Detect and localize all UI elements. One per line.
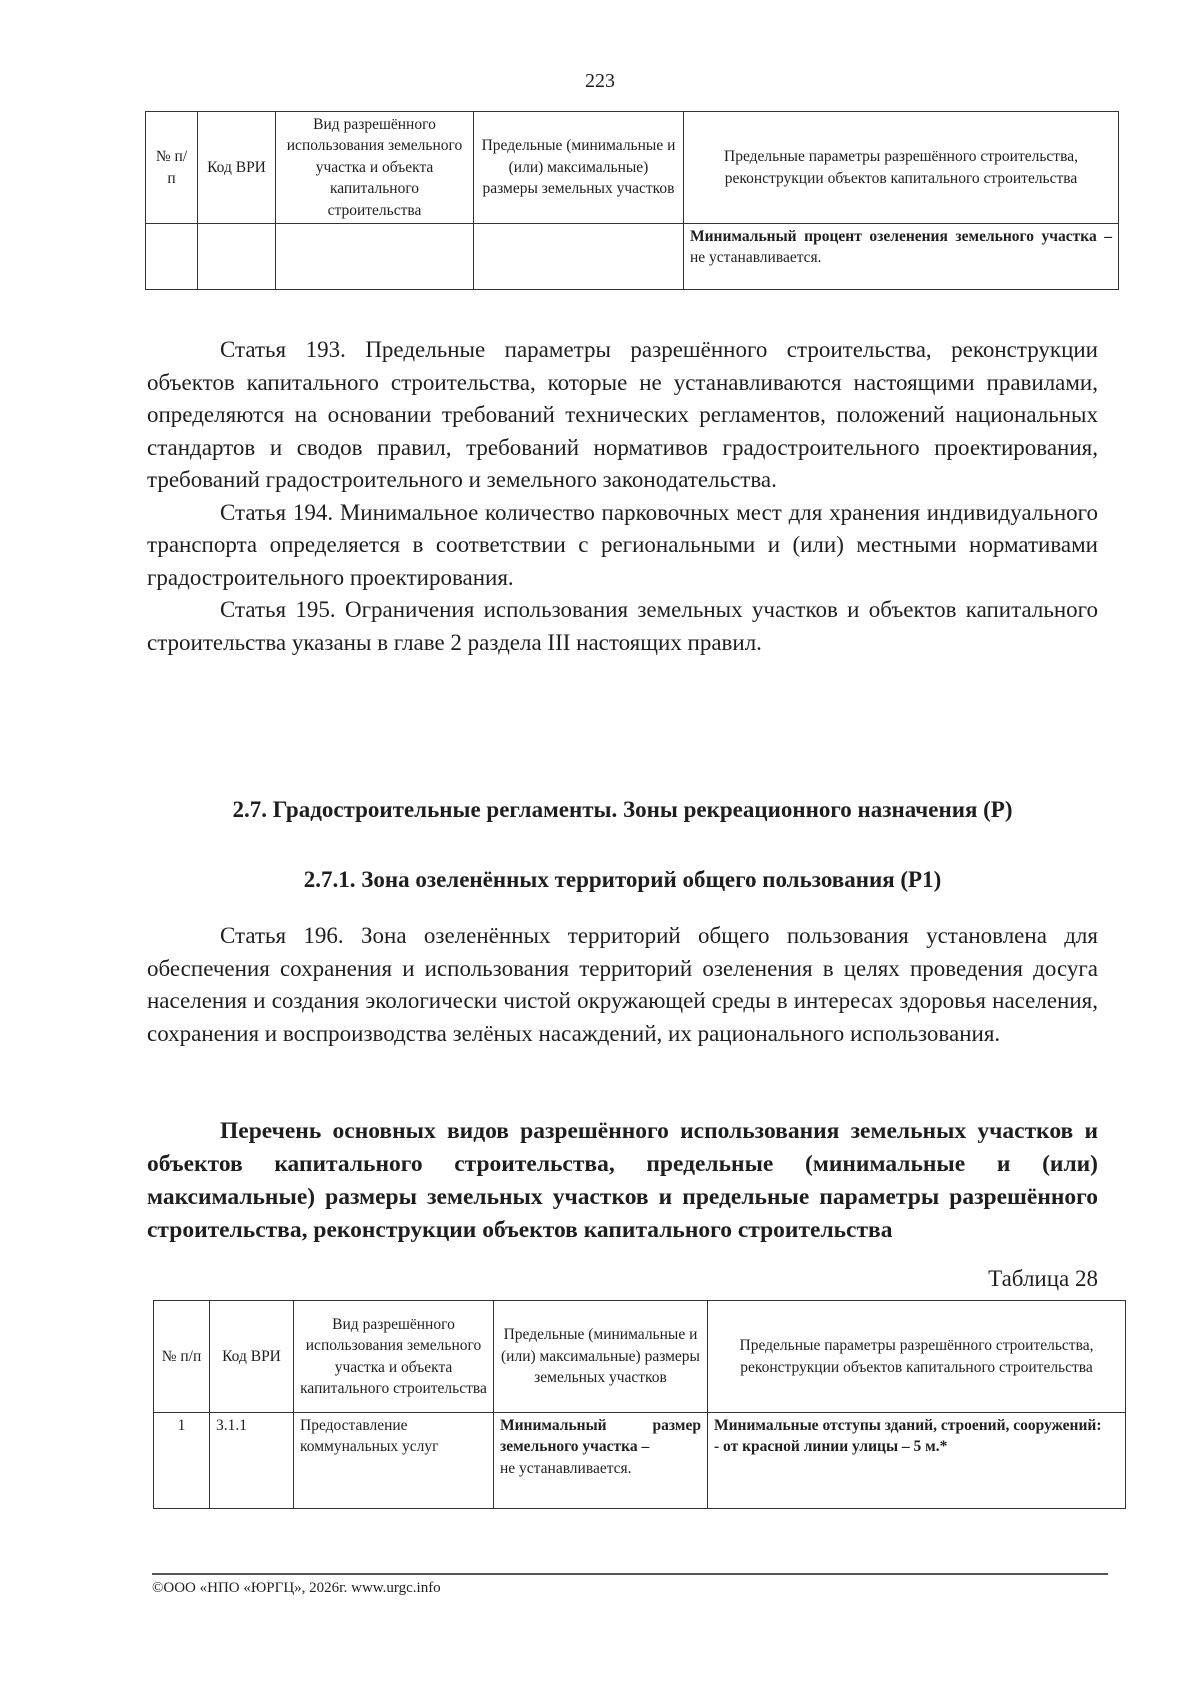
- params-text: Минимальный процент озеленения земельного участка –: [690, 228, 1112, 245]
- section-heading: [147, 795, 1098, 825]
- header-type: Вид разрешённого использования земельного участка и объекта капитального строительства: [276, 112, 474, 224]
- empty-cell: [276, 224, 474, 290]
- empty-cell: [146, 224, 198, 290]
- header-params: Предельные параметры разрешённого строительства, реконструкции объектов капитального строительства: [684, 112, 1119, 224]
- empty-cell: [198, 224, 276, 290]
- table-header-row: [146, 112, 1119, 224]
- row-sizes-tail: не устанавливается.: [500, 1459, 632, 1477]
- table-28: [153, 1300, 1126, 1509]
- header-sizes: Предельные (минимальные и (или) максимальные) размеры земельных участков: [474, 112, 684, 224]
- continuation-table: [145, 111, 1119, 290]
- row-params-cell: [708, 1413, 1126, 1509]
- row-code: 3.1.1: [210, 1413, 294, 1509]
- table-row: [146, 224, 1119, 290]
- footer-copyright: ©ООО «НПО «ЮРГЦ», 2026г. www.urgc.info: [152, 1580, 441, 1596]
- subsection-title: 2.7.1. Зона озеленённых территорий общего пользования (Р1): [303, 867, 942, 892]
- table-header-row: [154, 1301, 1126, 1413]
- header-code: Код ВРИ: [198, 112, 276, 224]
- params-cell: [684, 224, 1119, 290]
- article-194: Статья 194. Минимальное количество парковочных мест для хранения индивидуального транспорта определяется в соответствии с региональными и (или) местными нормативами градостроительного проектирования.: [147, 499, 1098, 590]
- footer-divider: [152, 1573, 1108, 1575]
- section-title: 2.7. Градостроительные регламенты. Зоны рекреационного назначения (Р): [232, 797, 1013, 822]
- row-sizes-cell: [494, 1413, 708, 1509]
- header-type: Вид разрешённого использования земельного участка и объекта капитального строительства: [294, 1301, 494, 1413]
- header-params: Предельные параметры разрешённого строительства, реконструкции объектов капитального строительства: [708, 1301, 1126, 1413]
- header-num: № п/п: [146, 112, 198, 224]
- article-195: Статья 195. Ограничения использования земельных участков и объектов капитального строительства указаны в главе 2 раздела III настоящих правил.: [147, 597, 1098, 655]
- list-title: Перечень основных видов разрешённого использования земельных участков и объектов капитального строительства, предельные (минимальные и (или) максимальные) размеры земельных участков и предельные параметры разрешённого строительства, реконструкции объектов капитального строительства: [147, 1118, 1098, 1243]
- row-params-line1: Минимальные отступы зданий, строений, сооружений:: [714, 1417, 1102, 1434]
- row-params-line2: - от красной линии улицы – 5 м.*: [714, 1438, 948, 1456]
- page-number: 223: [585, 70, 615, 92]
- empty-cell: [474, 224, 684, 290]
- articles-block: [147, 334, 1098, 659]
- article-196-block: [147, 920, 1098, 1050]
- article-193: Статья 193. Предельные параметры разрешённого строительства, реконструкции объектов капитального строительства, которые не устанавливаются настоящими правилами, определяются на основании требований технических регламентов, положений национальных стандартов и сводов правил, требований нормативов градостроительного проектирования, требований градостроительного и земельного законодательства.: [147, 337, 1098, 492]
- article-196: Статья 196. Зона озеленённых территорий общего пользования установлена для обеспечения сохранения и использования территорий озеленения в целях проведения досуга населения и создания экологически чистой окружающей среды в интересах здоровья населения, сохранения и воспроизводства зелёных насаждений, их рационального использования.: [147, 923, 1098, 1046]
- row-sizes: Минимальный размер земельного участка –: [500, 1417, 701, 1456]
- table-label: Таблица 28: [988, 1266, 1098, 1291]
- subsection-heading: [147, 865, 1098, 895]
- row-type: Предоставление коммунальных услуг: [294, 1413, 494, 1509]
- header-num: № п/п: [154, 1301, 210, 1413]
- params-tail: не устанавливается.: [690, 249, 822, 267]
- table-row: [154, 1413, 1126, 1509]
- header-code: Код ВРИ: [210, 1301, 294, 1413]
- header-sizes: Предельные (минимальные и (или) максимальные) размеры земельных участков: [494, 1301, 708, 1413]
- row-num: 1: [154, 1413, 210, 1509]
